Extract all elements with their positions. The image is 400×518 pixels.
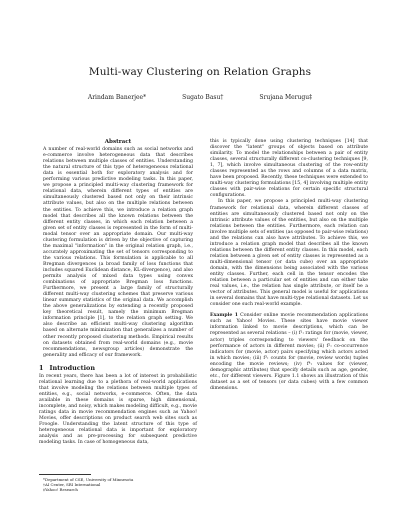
section-title: Introduction: [49, 363, 95, 372]
intro-paragraph: In recent years, there has been a lot of interest in probabilistic relational learning due to a plethora of real-world applications that involve modeling the relations between multiple types of entities, e.g., social networks, e-commerce. Often, the data available in these domains is sparse, high dimensional, incomplete, and noisy, which makes modeling difficult, e.g., movie ratings data in movie recommendation engines such as Yahoo! Movies, offer descriptions on product search web sites such as Froogle. Understanding the latent structure of this type of heterogeneous relational data is important for exploratory analysis and as pre-processing for subsequent predictive modeling tasks. In case of homogeneous data,: [39, 373, 197, 446]
abstract-heading: Abstract: [104, 139, 132, 145]
intro-paragraph: this is typically done using clustering techniques [14] that discover the "latent" groups of objects based on attribute similarity. To model the relationships between a pair of entity classes, several structurally different co-clustering techniques [9, 1, 7], which involve simultaneous clustering of the row-entity classes represented as the rows and columns of a data matrix, have been proposed. Recently, these techniques were extended to multi-way clustering formulations [15, 4] involving multiple entity classes with pair-wise relations for certain specific structural configurations.: [210, 139, 368, 199]
author-name: Srujana Merugu‡: [259, 94, 313, 101]
footnote: †AI Center, SRI International: [43, 482, 101, 487]
example-label: Example 1: [210, 313, 238, 319]
intro-paragraph: In this paper, we propose a principled multi-way clustering framework for relational data, wherein different classes of entities are simultaneously clustered based not only on the intrinsic attribute values of the entities, but also on the multiple relations between the entities. Furthermore, each relation can involve multiple sets of entities (as opposed to pair-wise relations) and the relations can also have attributes. To achieve this, we introduce a relation graph model that describes all the known relations between the different entity classes. In this model, each relation between a given set of entity classes is represented as a multi-dimensional tensor (or data cube) over an appropriate domain, with the dimensions being associated with the various entity classes. Further, each cell in the tensor encodes the relation between a particular set of entities and can either take real values, i.e., the relation has single attribute, or itself be a vector of attributes. This general model is useful for applications in several domains that have multi-type relational datasets. Let us consider one such real-world example.: [210, 199, 368, 308]
left-column: [39, 139, 197, 446]
example-text: Consider online movie recommendation applications such as Yahoo! Movies. These sites have movie viewer information linked to movie descriptions, which can be represented as several relations – (i) f¹: ratings for (movie, viewer, actor) triples corresponding to viewers' feedback on the performance of actors in different movies; (ii) f²: co-occurrence indicators for (movie, actor) pairs specifying which actors acted in which movies; (iii) f³: counts for (movie, review words) tuples encoding the movie reviews; (iv) f⁴: values for (viewer, demographic attributes) that specify details such as age, gender, etc., for different viewers. Figure 1.1 shows an illustration of this dataset as a set of tensors (or data cubes) with a few common dimensions.: [210, 313, 368, 391]
author-name: Sugato Basu†: [182, 94, 224, 101]
section-number: 1: [39, 363, 44, 372]
footnote: ‡Yahoo! Research: [43, 487, 78, 492]
author-list: [0, 94, 400, 101]
footnote-rule: [39, 474, 91, 475]
footnote: *Department of CSE, University of Minnesota: [43, 477, 134, 482]
author-name: Arindam Banerjee*: [87, 94, 147, 101]
footnotes: [39, 477, 197, 492]
section-heading: [39, 365, 197, 371]
paper-title: Multi-way Clustering on Relation Graphs: [88, 66, 312, 78]
right-column: [210, 139, 368, 392]
example-paragraph: [210, 313, 368, 392]
abstract-text: A number of real-world domains such as social networks and e-commerce involve heterogeneous data that describes relations between multiple classes of entities. Understanding the natural structure of this type of heterogeneous relational data is essential both for exploratory analysis and for performing various predictive modeling tasks. In this paper, we propose a principled multi-way clustering framework for relational data, wherein different types of entities are simultaneously clustered based not only on their intrinsic attribute values, but also on the multiple relations between the entities. To achieve this, we introduce a relation graph model that describes all the known relations between the different entity classes, in which each relation between a given set of entity classes is represented in the form of multi-modal tensor over an appropriate domain. Our multi-way clustering formulation is driven by the objective of capturing the maximal "information" in the original relation graph, i.e., accurately approximating the set of tensors corresponding to the various relations. This formulation is applicable to all Bregman divergences (a broad family of loss functions that includes squared Euclidean distance, KL-divergence), and also permits analysis of mixed data types using convex combinations of appropriate Bregman loss functions. Furthermore, we present a large family of structurally different multi-way clustering schemes that preserve various linear summary statistics of the original data. We accomplish the above generalizations by extending a recently proposed key theoretical result, namely the minimum Bregman information principle [1], to the relation graph setting. We also describe an efficient multi-way clustering algorithm based on alternate minimization that generalizes a number of other recently proposed clustering methods. Empirical results on datasets obtained from real-world domains (e.g., movie recommendations, newsgroup articles) demonstrate the generality and efficacy of our framework.: [43, 147, 193, 358]
